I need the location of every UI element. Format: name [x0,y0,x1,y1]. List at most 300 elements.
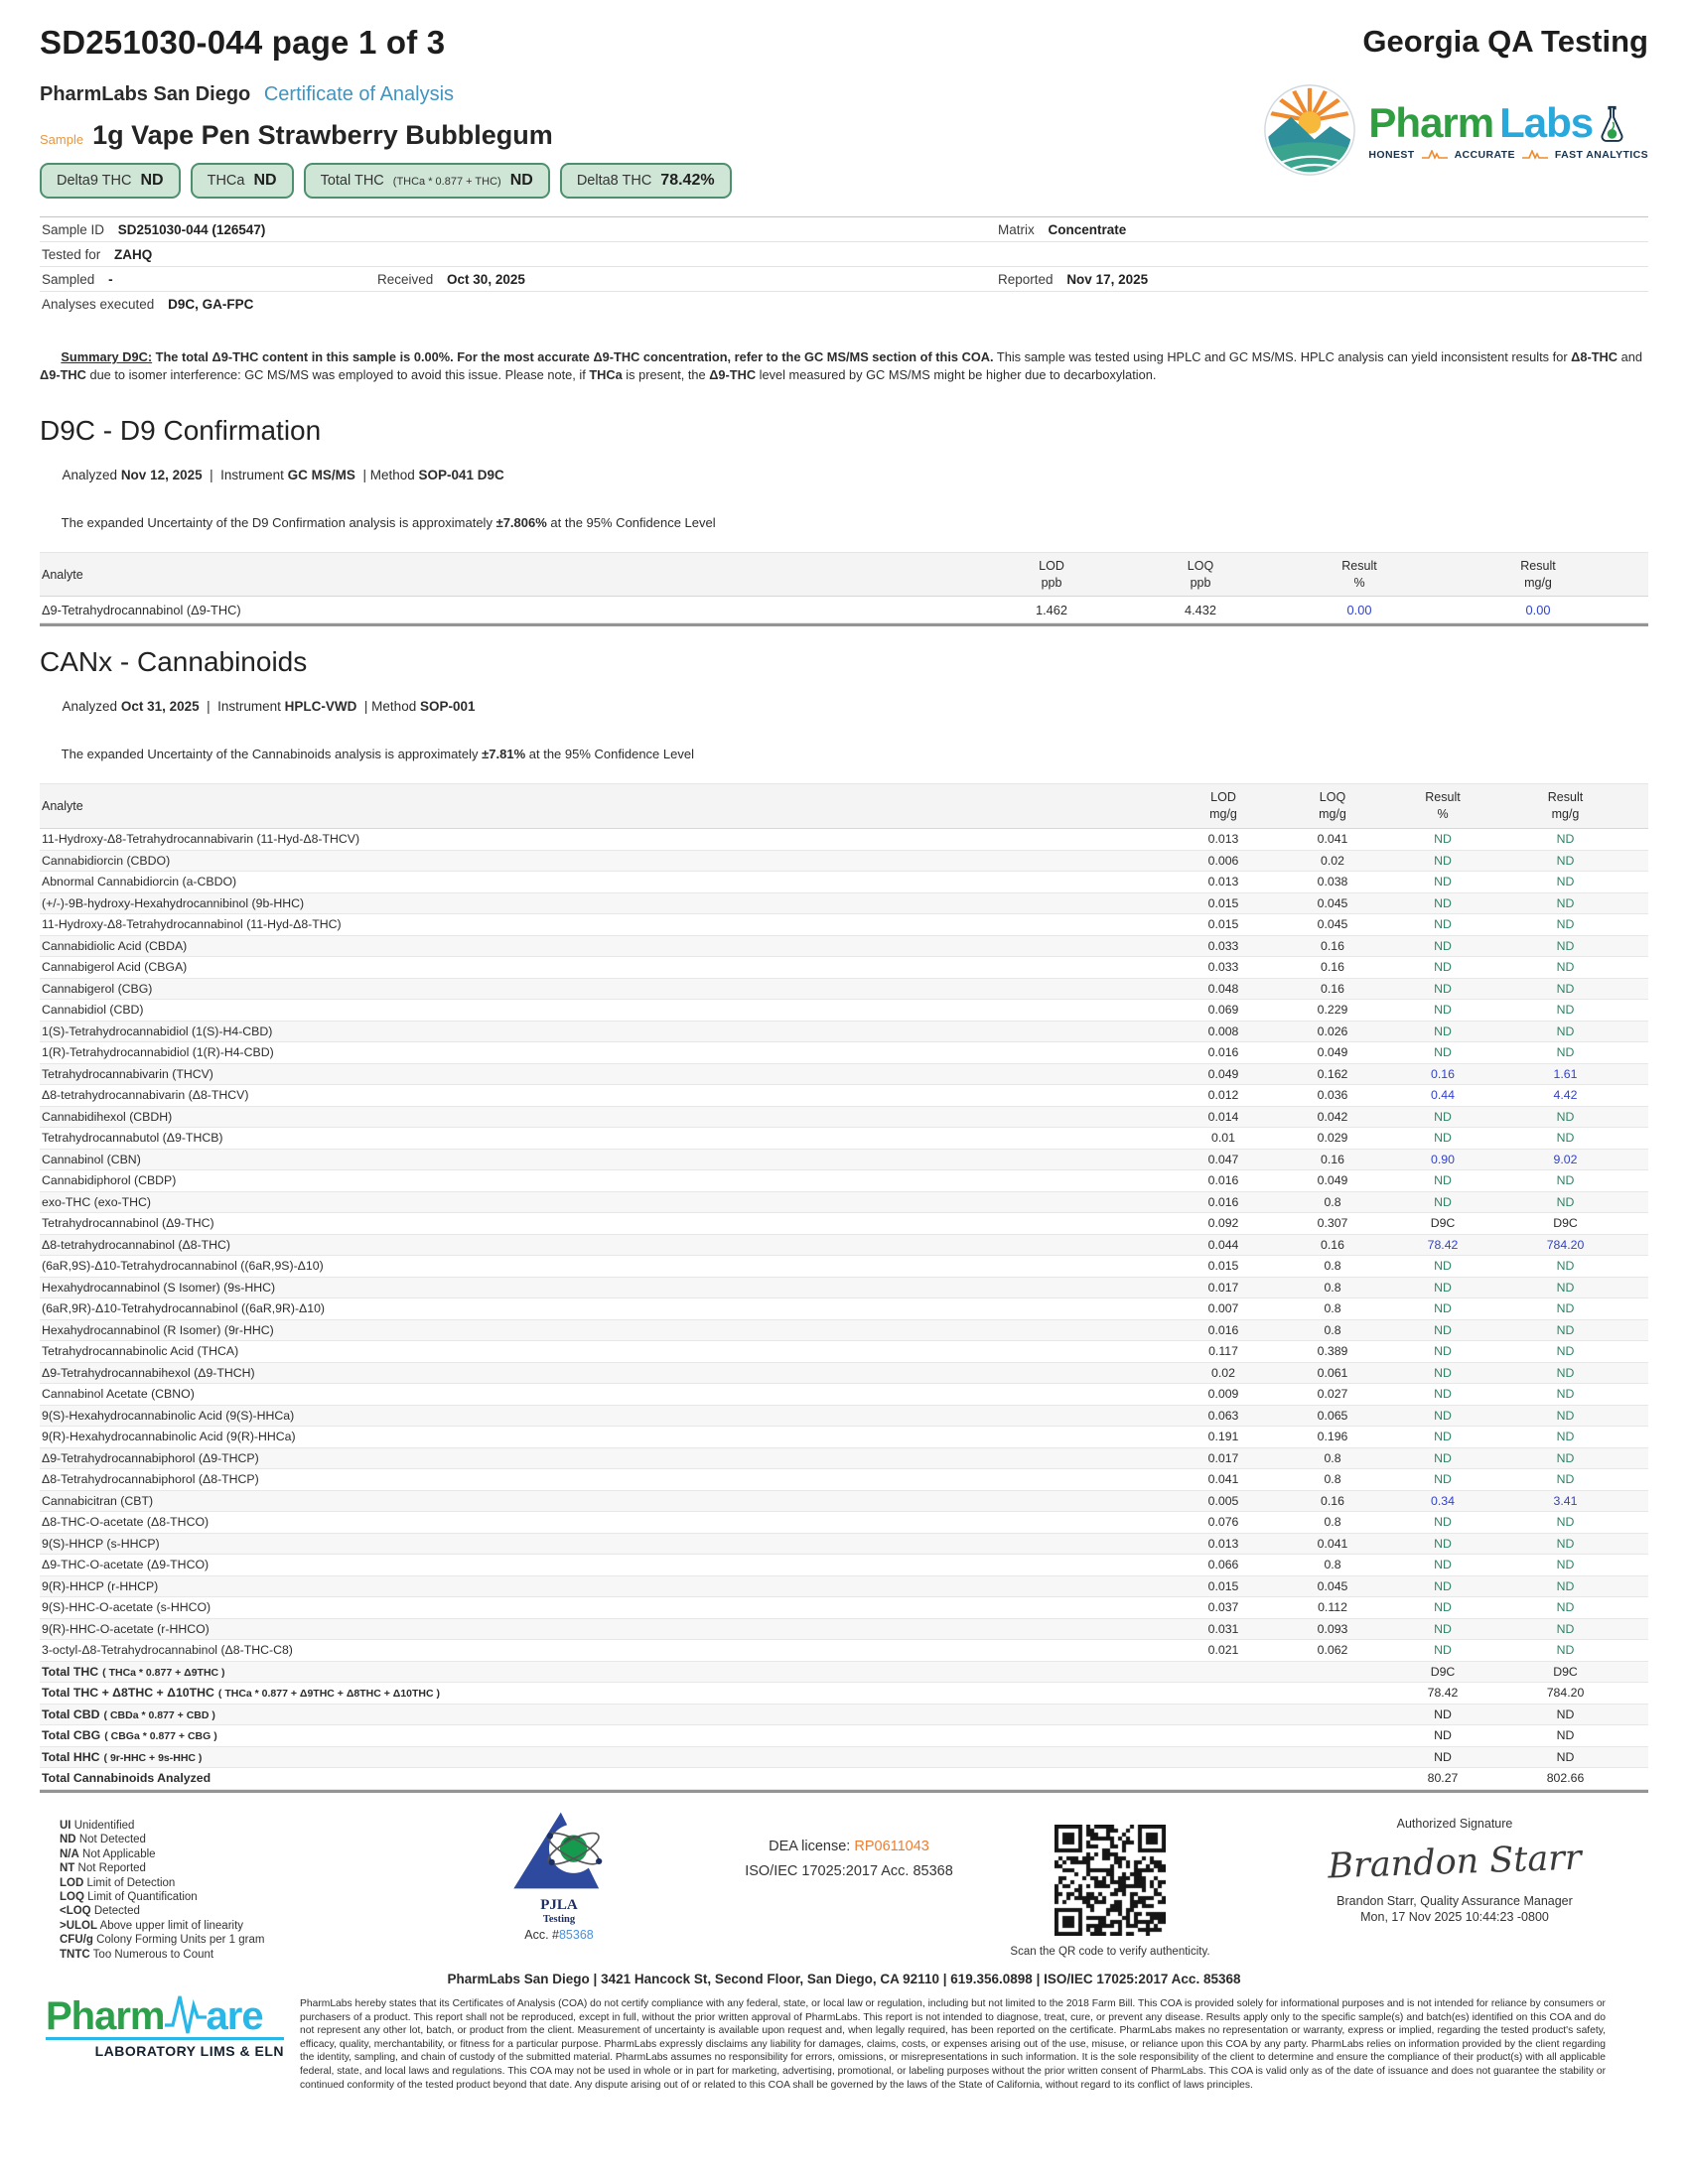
program-title: Georgia QA Testing [1362,24,1648,59]
legend-item: >ULOL Above upper limit of linearity [60,1919,244,1932]
table-row [40,1469,1648,1491]
analyte-name: 9(R)-HHCP (r-HHCP) [42,1578,159,1593]
loq-value: 0.8 [1324,1280,1341,1295]
summary-paragraph [40,331,1648,403]
table-row [40,1427,1648,1448]
result-percent: ND [1434,1558,1452,1572]
dea-license-label: DEA license: [769,1839,851,1854]
result-percent: ND [1434,1344,1452,1359]
result-mgg: ND [1556,1131,1575,1146]
result-percent: ND [1434,1173,1452,1188]
iso-accreditation-line: ISO/IEC 17025:2017 Acc. 85368 [745,1863,953,1879]
analyte-name: 1(R)-Tetrahydrocannabidiol (1(R)-H4-CBD) [42,1045,274,1060]
top-bar [40,24,1648,62]
sample-name: 1g Vape Pen Strawberry Bubblegum [92,120,553,150]
lod-value: 0.047 [1207,1152,1239,1166]
loq-value: 0.026 [1317,1024,1348,1038]
summary-text-segment: due to isomer interference: GC MS/MS was employed to avoid this issue. Please note, if [85,367,590,383]
table-row [40,1576,1648,1598]
pharmlabs-brand-block [1263,83,1648,177]
loq-value: 0.8 [1324,1558,1341,1572]
result-mgg: ND [1556,1558,1575,1572]
canx-uncertainty-line [40,732,1648,776]
meta-text-segment: Nov 12, 2025 [120,467,203,482]
result-mgg: ND [1556,960,1575,975]
lod-value: 0.191 [1207,1430,1239,1444]
result-mgg: ND [1556,1430,1575,1444]
tested-for-value: ZAHQ [114,247,153,262]
result-percent: ND [1434,1472,1452,1487]
meta-text-segment: SOP-001 [419,699,476,715]
column-result-mgg: Result mg/g [1547,790,1584,822]
pharmlabs-badge-icon [1263,83,1356,177]
analyte-name: Δ8-Tetrahydrocannabiphorol (Δ8-THCP) [42,1472,259,1487]
loq-value: 0.229 [1317,1003,1348,1018]
received-label: Received [377,272,434,287]
sample-id-label: Sample ID [42,222,105,237]
result-percent: ND [1434,1109,1452,1124]
result-mgg: D9C [1553,1664,1578,1679]
legend-item: ND Not Detected [60,1834,146,1846]
result-mgg: ND [1556,1322,1575,1337]
meta-text-segment: Analyzed [62,699,121,715]
column-lod: LOD mg/g [1209,790,1237,822]
analyte-name: Cannabidiol (CBD) [42,1003,144,1018]
lod-value: 0.013 [1207,832,1239,847]
table-row [40,1042,1648,1064]
table-row [40,1597,1648,1619]
qr-code [1055,1825,1166,1936]
result-badge [191,163,294,199]
table-row [40,914,1648,936]
lod-value: 0.044 [1207,1237,1239,1252]
loq-value: 0.8 [1324,1450,1341,1465]
result-percent: ND [1434,1430,1452,1444]
badge-label: Total THC [320,173,384,189]
table-row [40,597,1648,623]
lod-value: 0.008 [1207,1024,1239,1038]
result-percent: 0.34 [1431,1493,1455,1508]
result-percent: ND [1434,1131,1452,1146]
lod-value: 0.033 [1207,938,1239,953]
analyte-name: Cannabigerol Acid (CBGA) [42,960,188,975]
result-percent: ND [1434,1578,1452,1593]
result-percent: ND [1434,1301,1452,1316]
analyte-name: (+/-)-9B-hydroxy-Hexahydrocannibinol (9b-HHC) [42,895,305,910]
summary-text-segment: THCa [589,367,623,383]
sampled-label: Sampled [42,272,95,287]
result-percent: ND [1434,917,1452,932]
legend-item: N/A Not Applicable [60,1847,156,1860]
table-row [40,1320,1648,1342]
pharmware-wordmark-pharm: Pharm [46,1994,165,2038]
dea-license-line [690,1839,1008,1854]
badge-label: Delta8 THC [576,173,652,189]
d9c-uncertainty-line [40,500,1648,545]
analyte-name: 9(R)-Hexahydrocannabinolic Acid (9(R)-HHCa) [42,1430,296,1444]
result-mgg: ND [1556,1643,1575,1658]
result-percent: ND [1434,981,1452,996]
legend-item: <LOQ Detected [60,1905,140,1918]
result-mgg: ND [1556,1621,1575,1636]
analyte-name: Cannabinol Acetate (CBNO) [42,1387,195,1402]
result-mgg: 3.41 [1553,1493,1578,1508]
loq-value: 0.8 [1324,1301,1341,1316]
column-analyte: Analyte [42,799,83,814]
meta-text-segment: Oct 31, 2025 [120,699,200,715]
result-percent: ND [1434,875,1452,889]
result-mgg: ND [1556,1450,1575,1465]
disclaimer-paragraph: PharmLabs hereby states that its Certificates of Analysis (COA) do not certify compliance with any federal, state, or local law or regulation, including but not limited to the 2018 Farm Bill. This COA is provided solely for informational purposes and is not intended for reliance by consumers or purchasers of a product. This report shall not be reproduced, except in full, without the prior written approval of PharmLabs. This report is not intended to diagnose, treat, cure, or prevent any disease. Results apply only to the specific sample(s) and batch(es) identified on this COA and do not represent any other lot, batch, or product from the client. Measurement of uncertainty is available upon request and, when legally required, has been reported on the certificate. PharmLabs makes no representation or warranty, express or implied, regarding the tested product's safety, efficacy, quality, merchantability, or fitness for a particular purpose. PharmLabs expressly disclaims any liability for damages, claims, costs, or expenses arising out of the use, misuse, or reliance upon this COA by any party. PharmLabs relies on information provided by the client regarding the identity, sampling, and chain of custody of the submitted material. PharmLabs assumes no responsibility for errors, omissions, or misrepresentations in such information. It is the sole responsibility of the client to determine and ensure the compliance of their product(s) with all applicable federal, state, and local laws and regulations. This COA may not be used in whole or in part for marketing, advertising, promotional, or labeling purposes without the prior written consent of PharmLabs. This COA is valid only as of the date of issuance and does not guarantee the stability or continued conformity of the tested product beyond that date. Any dispute arising out of or related to this COA shall be governed by the laws of the State of California, without regard to its conflict of laws principles. [300,1998,1606,2091]
info-row-tested-for [40,242,1648,267]
matrix-label: Matrix [998,222,1035,237]
meta-text-segment: SOP-041 D9C [418,467,504,482]
analyte-name: 9(S)-Hexahydrocannabinolic Acid (9(S)-HHCa) [42,1408,295,1423]
result-percent: ND [1434,895,1452,910]
analyte-name: Cannabidiorcin (CBDO) [42,853,171,868]
analyte-name: 11-Hydroxy-Δ8-Tetrahydrocannabivarin (11-Hyd-Δ8-THCV) [42,832,360,847]
lod-value: 0.013 [1207,875,1239,889]
summary-text-segment: This sample was tested using HPLC and GC MS/MS. HPLC analysis can yield inconsistent results for [993,349,1572,365]
result-badge [560,163,732,199]
waveform-icon [165,1991,207,2035]
column-loq: LOQ ppb [1187,558,1214,590]
result-percent: 0.16 [1431,1066,1455,1081]
analyte-name: Total THC + Δ8THC + Δ10THC ( THCa * 0.877 + Δ9THC + Δ8THC + Δ10THC ) [42,1686,441,1701]
lod-value: 0.007 [1207,1301,1239,1316]
summary-text-segment: and [1618,349,1646,365]
table-row [40,1725,1648,1747]
result-mgg: ND [1556,1301,1575,1316]
lod-value: 0.066 [1207,1558,1239,1572]
loq-value: 0.307 [1317,1216,1348,1231]
loq-value: 0.8 [1324,1194,1341,1209]
lod-value: 0.014 [1207,1109,1239,1124]
result-percent: 78.42 [1427,1686,1459,1701]
analyte-name: Tetrahydrocannabinolic Acid (THCA) [42,1344,239,1359]
lod-value: 0.017 [1207,1280,1239,1295]
loq-value: 0.16 [1321,981,1344,996]
matrix-value: Concentrate [1048,222,1127,237]
result-mgg: ND [1556,1173,1575,1188]
qr-caption: Scan the QR code to verify authenticity. [1010,1946,1210,1958]
result-percent: ND [1434,1600,1452,1615]
meta-text-segment: | Instrument [202,467,288,482]
tested-for-label: Tested for [42,247,101,262]
meta-text-segment: | Instrument [199,699,285,715]
loq-value: 0.16 [1321,1152,1344,1166]
table-row [40,1363,1648,1385]
result-percent: ND [1434,1749,1452,1764]
sample-info-table [40,216,1648,317]
loq-value: 0.8 [1324,1515,1341,1530]
result-mgg: ND [1556,1365,1575,1380]
result-mgg: ND [1556,1706,1575,1721]
lod-value: 0.021 [1207,1643,1239,1658]
loq-value: 0.038 [1317,875,1348,889]
lod-value: 0.076 [1207,1515,1239,1530]
pharmware-subtitle: LABORATORY LIMS & ELN [94,2043,284,2059]
column-result-pct: Result % [1425,790,1461,822]
loq-value: 0.162 [1317,1066,1348,1081]
table-row [40,1662,1648,1684]
result-percent: ND [1434,1408,1452,1423]
result-mgg: ND [1556,1749,1575,1764]
loq-value: 0.16 [1321,1237,1344,1252]
result-mgg: ND [1556,1280,1575,1295]
d9c-table [40,552,1648,627]
result-mgg: 784.20 [1546,1237,1585,1252]
result-percent: D9C [1430,1216,1456,1231]
table-row [40,1448,1648,1470]
result-percent: ND [1434,1536,1452,1551]
result-percent: 0.44 [1431,1088,1455,1103]
loq-value: 0.029 [1317,1131,1348,1146]
lod-value: 0.012 [1207,1088,1239,1103]
table-row [40,1384,1648,1406]
lod-value: 1.462 [1035,602,1068,617]
meta-text-segment: | Method [356,699,420,715]
pjla-accreditation-block [494,1809,624,1942]
table-row [40,1534,1648,1556]
table-row [40,1022,1648,1043]
badge-value: 78.42% [660,172,715,189]
result-mgg: ND [1556,1408,1575,1423]
loq-value: 0.16 [1321,938,1344,953]
result-percent: 0.90 [1431,1152,1455,1166]
lod-value: 0.015 [1207,1259,1239,1274]
analyte-name: Cannabicitran (CBT) [42,1493,154,1508]
result-percent: ND [1434,1024,1452,1038]
analyte-name: Total CBD ( CBDa * 0.877 + CBD ) [42,1706,215,1721]
result-percent: ND [1434,1706,1452,1721]
table-row [40,1747,1648,1769]
loq-value: 0.16 [1321,960,1344,975]
pjla-name: PJLA [540,1897,578,1913]
loq-value: 0.16 [1321,1493,1344,1508]
analyte-name: Δ8-THC-O-acetate (Δ8-THCO) [42,1515,210,1530]
result-mgg: ND [1556,1109,1575,1124]
dea-license-value: RP0611043 [854,1839,929,1854]
tagline-fast-analytics: FAST ANALYTICS [1554,149,1648,161]
tagline-accurate: ACCURATE [1454,149,1515,161]
analyte-name: Tetrahydrocannabivarin (THCV) [42,1066,213,1081]
analyte-name: Δ9-THC-O-acetate (Δ9-THCO) [42,1558,210,1572]
analyses-label: Analyses executed [42,297,155,312]
column-result-mgg: Result mg/g [1520,558,1556,590]
analyte-name: Δ9-Tetrahydrocannabinol (Δ9-THC) [42,602,241,617]
qr-block [1001,1825,1219,1958]
table-row [40,1278,1648,1299]
info-row-dates [40,267,1648,292]
result-mgg: ND [1556,1472,1575,1487]
meta-text-segment: Analyzed [62,467,121,482]
flask-icon [1599,104,1625,143]
lod-value: 0.016 [1207,1322,1239,1337]
abbreviation-legend [60,1819,264,1962]
result-mgg: ND [1556,1045,1575,1060]
legend-item: CFU/g Colony Forming Units per 1 gram [60,1934,265,1947]
result-percent: ND [1434,1280,1452,1295]
result-percent: ND [1434,1259,1452,1274]
lod-value: 0.006 [1207,853,1239,868]
pjla-accreditation-number: Acc. #85368 [524,1927,594,1942]
tagline-honest: HONEST [1368,149,1415,161]
chromatogram-peak-icon [1422,150,1448,160]
sample-label: Sample [40,132,84,147]
loq-value: 0.045 [1317,1578,1348,1593]
analyte-name: (6aR,9S)-Δ10-Tetrahydrocannabinol ((6aR,9S)-Δ10) [42,1259,324,1274]
table-row [40,1619,1648,1641]
canx-section-title: CANx - Cannabinoids [40,646,308,678]
signature-script: Brandon Starr [1327,1838,1583,1887]
result-mgg: ND [1556,1515,1575,1530]
info-row-analyses [40,292,1648,317]
legend-item: NT Not Reported [60,1862,146,1875]
legend-item: TNTC Too Numerous to Count [60,1948,214,1961]
result-mgg: ND [1556,1024,1575,1038]
table-row [40,936,1648,958]
meta-text-segment: | Method [354,467,419,482]
uncertainty-text-segment: The expanded Uncertainty of the D9 Confirmation analysis is approximately [61,514,496,530]
table-row [40,851,1648,873]
analyte-name: (6aR,9R)-Δ10-Tetrahydrocannabinol ((6aR,9R)-Δ10) [42,1301,326,1316]
summary-text-segment: is present, the [622,367,710,383]
analyte-name: Δ8-tetrahydrocannabinol (Δ8-THC) [42,1237,231,1252]
canx-meta-line [40,684,1648,729]
badge-formula: (THCa * 0.877 + THC) [392,176,501,188]
result-mgg: ND [1556,875,1575,889]
loq-value: 0.8 [1324,1322,1341,1337]
loq-value: 0.389 [1317,1344,1348,1359]
result-mgg: D9C [1553,1216,1578,1231]
analyte-name: Tetrahydrocannabinol (Δ9-THC) [42,1216,214,1231]
table-row [40,1555,1648,1576]
analyte-name: 1(S)-Tetrahydrocannabidiol (1(S)-H4-CBD) [42,1024,273,1038]
authorized-signature-label: Authorized Signature [1396,1817,1513,1831]
table-row [40,1512,1648,1534]
loq-value: 0.8 [1324,1259,1341,1274]
result-percent: ND [1434,1450,1452,1465]
result-percent: ND [1434,853,1452,868]
brand-tagline [1368,149,1648,161]
table-row [40,957,1648,979]
result-mgg: ND [1556,938,1575,953]
analyte-name: Hexahydrocannabinol (R Isomer) (9r-HHC) [42,1322,274,1337]
uncertainty-text-segment: The expanded Uncertainty of the Cannabinoids analysis is approximately [61,747,483,762]
meta-text-segment: GC MS/MS [287,467,355,482]
lod-value: 0.013 [1207,1536,1239,1551]
uncertainty-text-segment: at the 95% Confidence Level [546,514,716,530]
result-percent: ND [1434,1387,1452,1402]
table-row [40,1085,1648,1107]
table-row [40,1150,1648,1171]
analyte-name: Tetrahydrocannabutol (Δ9-THCB) [42,1131,223,1146]
summary-text-segment: Δ9-THC [40,367,86,383]
result-percent: ND [1434,1322,1452,1337]
analyte-name: exo-THC (exo-THC) [42,1194,151,1209]
lod-value: 0.031 [1207,1621,1239,1636]
legend-item: LOQ Limit of Quantification [60,1891,198,1904]
loq-value: 0.042 [1317,1109,1348,1124]
result-percent: 78.42 [1427,1237,1459,1252]
license-block [690,1839,1008,1879]
table-row [40,1256,1648,1278]
table-row [40,829,1648,851]
result-mgg: ND [1556,917,1575,932]
cannabinoids-table [40,783,1648,1792]
table-row [40,1000,1648,1022]
result-mgg: 1.61 [1553,1066,1578,1081]
table-row [40,1298,1648,1320]
lod-value: 0.069 [1207,1003,1239,1018]
analyte-name: Cannabidiolic Acid (CBDA) [42,938,188,953]
analyte-name: Cannabinol (CBN) [42,1152,141,1166]
analyte-name: Cannabigerol (CBG) [42,981,153,996]
table-row [40,979,1648,1001]
result-percent: 80.27 [1427,1771,1459,1786]
result-percent: ND [1434,938,1452,953]
analyte-name: Δ9-Tetrahydrocannabihexol (Δ9-THCH) [42,1365,255,1380]
loq-value: 0.036 [1317,1088,1348,1103]
column-result-pct: Result % [1341,558,1377,590]
meta-text-segment: HPLC-VWD [284,699,357,715]
lod-value: 0.016 [1207,1045,1239,1060]
badge-value: ND [140,172,164,189]
column-lod: LOD ppb [1039,558,1064,590]
summary-text-segment: Δ8-THC [1571,349,1618,365]
info-row-sample-id [40,217,1648,242]
summary-text-segment: The total Δ9-THC content in this sample is 0.00%. For the most accurate Δ9-THC concentration, refer to the GC MS/MS section of this COA. [152,349,994,365]
table-row [40,1170,1648,1192]
lab-name: PharmLabs San Diego [40,83,251,105]
result-mgg: ND [1556,1578,1575,1593]
lod-value: 0.005 [1207,1493,1239,1508]
analyte-name: 9(S)-HHCP (s-HHCP) [42,1536,160,1551]
badge-label: THCa [207,173,245,189]
result-mgg: ND [1556,1600,1575,1615]
result-mgg: 784.20 [1546,1686,1585,1701]
signer-name: Brandon Starr, Quality Assurance Manager [1336,1894,1573,1908]
lod-value: 0.117 [1208,1344,1238,1359]
summary-text-segment: Δ9-THC [709,367,757,383]
table-row [40,1128,1648,1150]
result-mgg: ND [1556,1536,1575,1551]
analyte-name: Cannabidiphorol (CBDP) [42,1173,177,1188]
loq-value: 0.112 [1318,1600,1347,1615]
summary-text-segment: level measured by GC MS/MS might be higher due to decarboxylation. [756,367,1157,383]
cannabinoids-table-header [40,783,1648,829]
result-mgg: ND [1556,1194,1575,1209]
table-row [40,872,1648,893]
loq-value: 0.196 [1317,1430,1348,1444]
table-row [40,1406,1648,1428]
legend-item: UI Unidentified [60,1820,135,1832]
document-type: Certificate of Analysis [263,83,455,105]
table-row [40,893,1648,915]
analyte-name: 3-octyl-Δ8-Tetrahydrocannabinol (Δ8-THC-C8) [42,1643,293,1658]
lod-value: 0.015 [1207,1578,1239,1593]
analyses-value: D9C, GA-FPC [168,297,254,312]
analyte-name: Total CBG ( CBGa * 0.877 + CBG ) [42,1728,217,1743]
result-mgg: ND [1556,1728,1575,1743]
result-percent: ND [1434,1045,1452,1060]
lod-value: 0.049 [1207,1066,1239,1081]
loq-value: 0.061 [1317,1365,1348,1380]
lab-address-line: PharmLabs San Diego | 3421 Hancock St, Second Floor, San Diego, CA 92110 | 619.356.0898 | ISO/IEC 17025:2017 Acc. 85368 [447,1972,1241,1986]
sampled-value: - [108,272,113,287]
signature-block [1311,1817,1599,1924]
